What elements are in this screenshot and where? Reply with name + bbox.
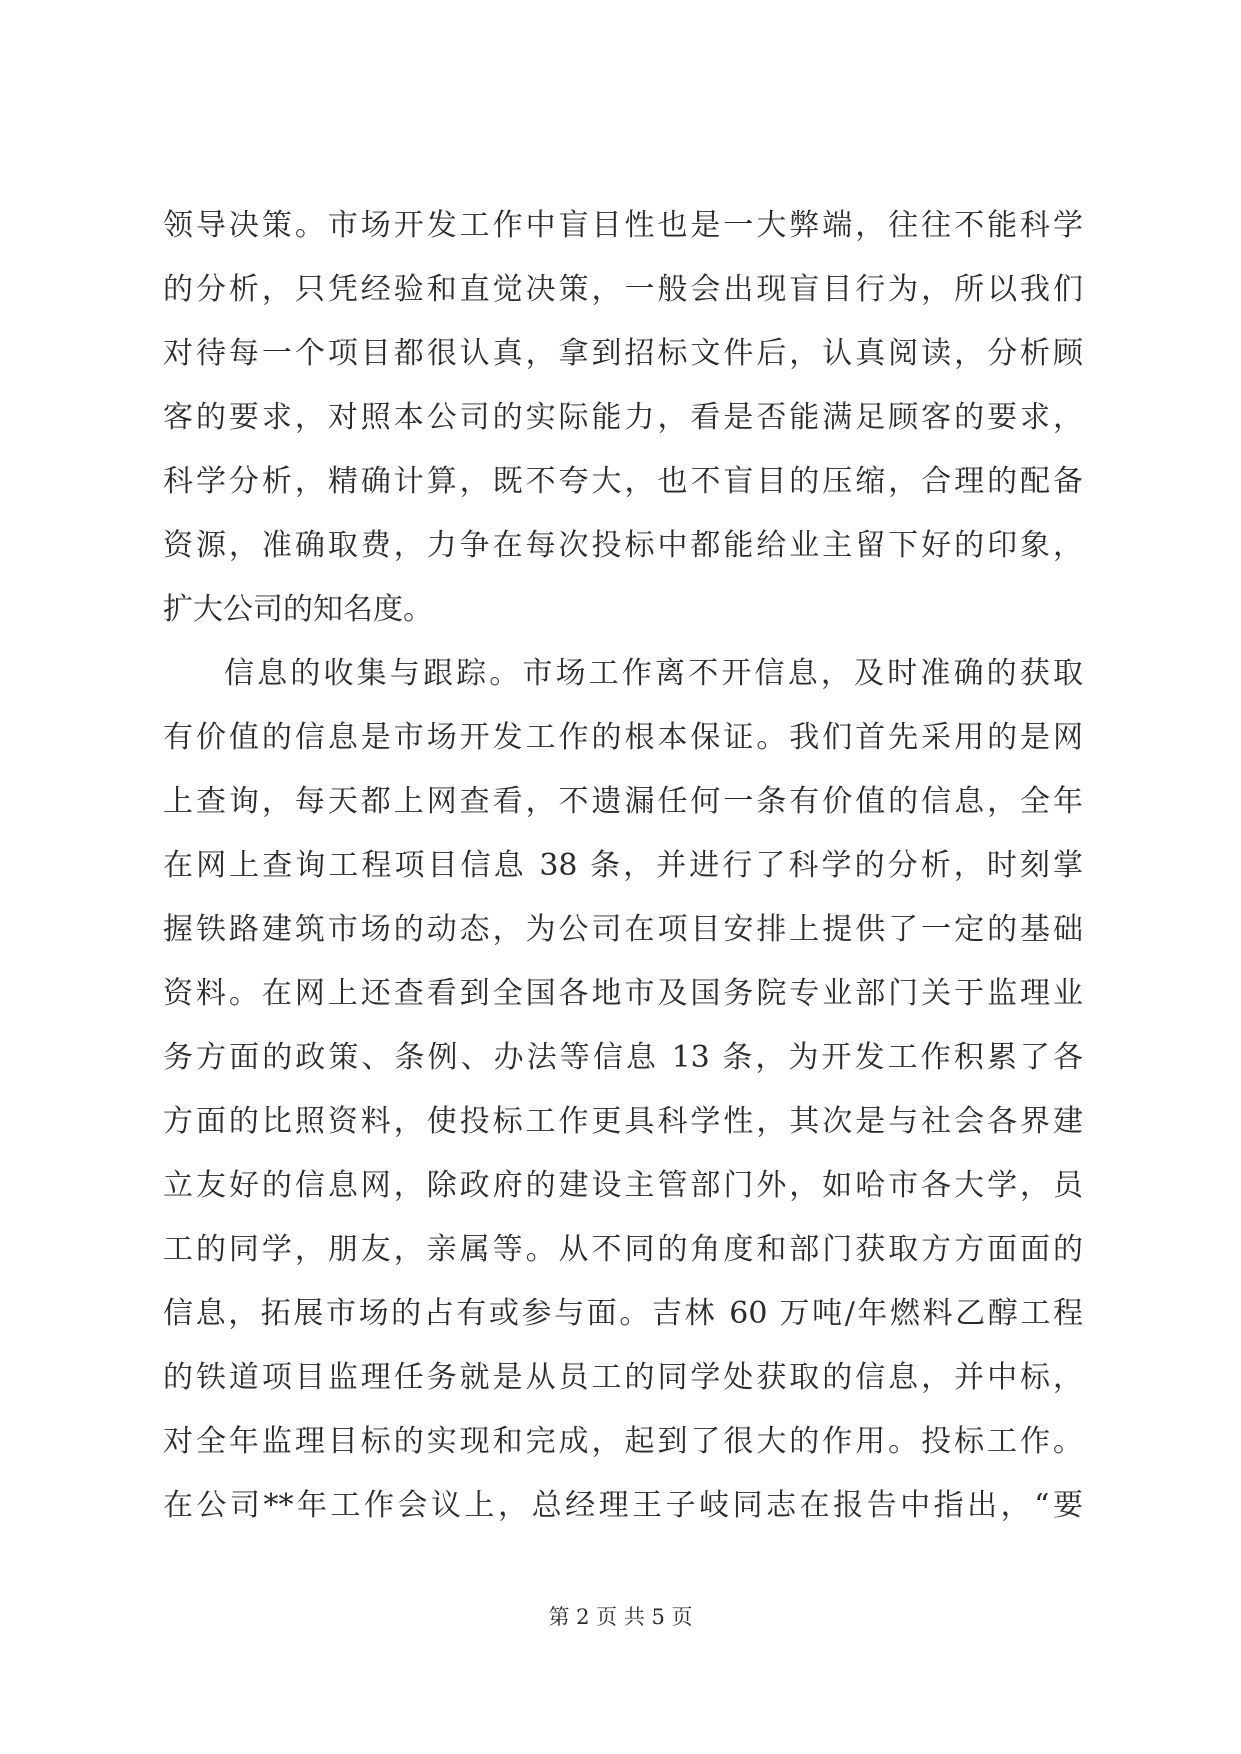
- paragraph-line: 资源，准确取费，力争在每次投标中都能给业主留下好的印象，: [163, 528, 1083, 563]
- page-number-footer: 第 2 页 共 5 页: [548, 1605, 693, 1629]
- paragraph-line: 在公司**年工作会议上，总经理王子岐同志在报告中指出，“要: [163, 1488, 1083, 1523]
- paragraph-line: 在网上查询工程项目信息 38 条，并进行了科学的分析，时刻掌: [163, 848, 1083, 883]
- paragraph-line: 信息，拓展市场的占有或参与面。吉林 60 万吨/年燃料乙醇工程: [163, 1296, 1083, 1331]
- paragraph-line: 领导决策。市场开发工作中盲目性也是一大弊端，往往不能科学: [163, 208, 1083, 243]
- paragraph-line: 扩大公司的知名度。: [163, 592, 433, 627]
- paragraph-line: 握铁路建筑市场的动态，为公司在项目安排上提供了一定的基础: [163, 912, 1083, 947]
- paragraph-line: 工的同学，朋友，亲属等。从不同的角度和部门获取方方面面的: [163, 1232, 1083, 1267]
- paragraph-line: 务方面的政策、条例、办法等信息 13 条，为开发工作积累了各: [163, 1040, 1083, 1075]
- paragraph-line: 的分析，只凭经验和直觉决策，一般会出现盲目行为，所以我们: [163, 272, 1083, 307]
- paragraph-line: 对待每一个项目都很认真，拿到招标文件后，认真阅读，分析顾: [163, 336, 1083, 371]
- paragraph-line: 有价值的信息是市场开发工作的根本保证。我们首先采用的是网: [163, 720, 1083, 755]
- paragraph-line: 对全年监理目标的实现和完成，起到了很大的作用。投标工作。: [163, 1424, 1083, 1459]
- paragraph-line: 方面的比照资料，使投标工作更具科学性，其次是与社会各界建: [163, 1104, 1083, 1139]
- paragraph-line: 资料。在网上还查看到全国各地市及国务院专业部门关于监理业: [163, 976, 1083, 1011]
- paragraph-line: 科学分析，精确计算，既不夸大，也不盲目的压缩，合理的配备: [163, 464, 1083, 499]
- paragraph-line: 上查询，每天都上网查看，不遗漏任何一条有价值的信息，全年: [163, 784, 1083, 819]
- paragraph-line: 信息的收集与跟踪。市场工作离不开信息，及时准确的获取: [224, 656, 1083, 691]
- paragraph-line: 的铁道项目监理任务就是从员工的同学处获取的信息，并中标，: [163, 1360, 1083, 1395]
- paragraph-line: 客的要求，对照本公司的实际能力，看是否能满足顾客的要求，: [163, 400, 1083, 435]
- paragraph-line: 立友好的信息网，除政府的建设主管部门外，如哈市各大学，员: [163, 1168, 1083, 1203]
